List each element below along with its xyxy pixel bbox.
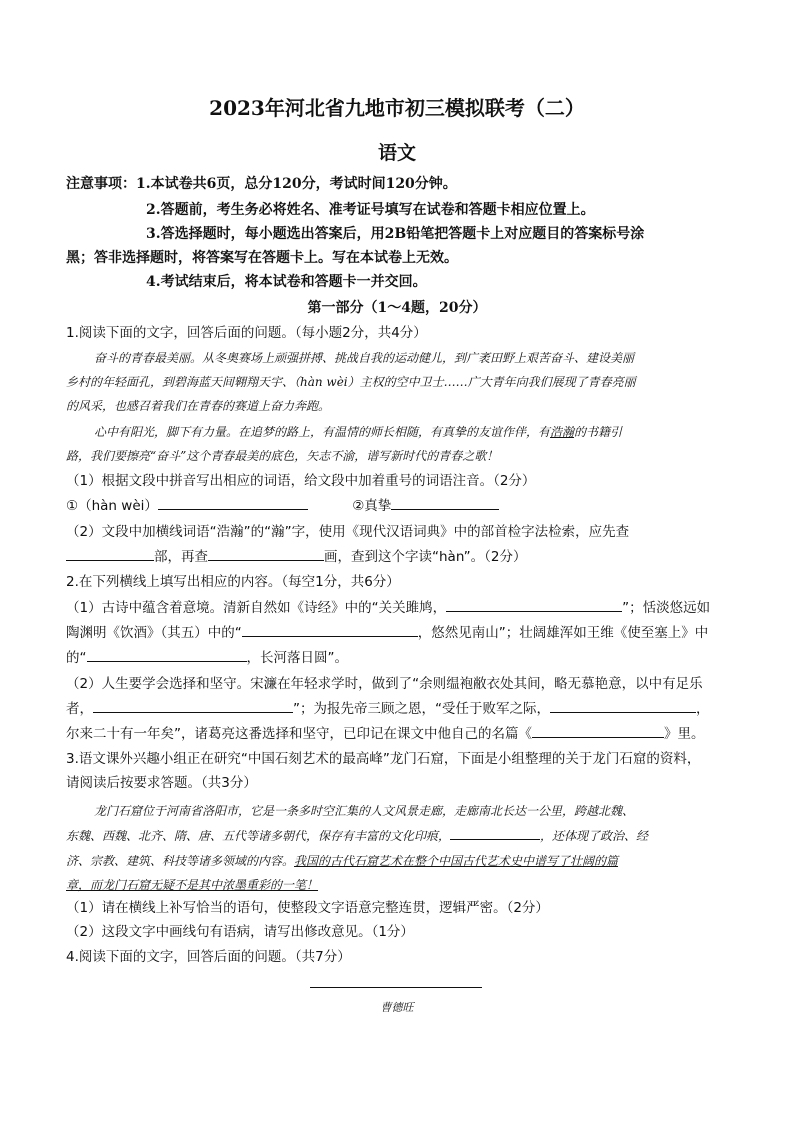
- notice-item-3a: 3.答选择题时，每小题选出答案后，用2B铅笔把答题卡上对应题目的答案标号涂: [146, 226, 645, 242]
- q2-text: 》里。: [664, 726, 705, 742]
- q3-stem: 3.语文课外兴趣小组正在研究“中国石刻艺术的最高峰”龙门石窟，下面是小组整理的关于龙门石窟的资料，: [66, 751, 701, 767]
- q2-text: 陶渊明《饮酒》（其五）中的“: [66, 625, 242, 641]
- subject-title: 语文: [377, 142, 416, 164]
- q2-text: ，: [696, 701, 710, 717]
- q2-text: （1）古诗中蕴含着意境。清新自然如《诗经》中的“关关雎鸠，: [66, 600, 447, 616]
- answer-blank[interactable]: [87, 647, 247, 662]
- q2-text: 者，: [66, 701, 93, 717]
- answer-blank[interactable]: [391, 495, 499, 510]
- q2-s1-line: [66, 597, 730, 619]
- q1-sub1-b: ②真挚: [352, 498, 392, 514]
- q2-stem: 2.在下列横线上填写出相应的内容。（每空1分，共6分）: [66, 574, 400, 590]
- answer-blank[interactable]: [158, 495, 308, 510]
- part-heading: 第一部分（1～4题，20分）: [307, 300, 487, 316]
- q2-s2-line: [66, 698, 730, 720]
- q2-text: 的“: [66, 650, 87, 666]
- answer-blank[interactable]: [93, 698, 293, 713]
- q1-sub1-a: ①（hàn wèi）: [66, 498, 158, 514]
- q1-passage-line: [94, 420, 730, 444]
- q3-passage-line: [66, 849, 730, 873]
- answer-blank[interactable]: [242, 622, 418, 637]
- q3-passage-line: [66, 824, 730, 848]
- q2-s1-line: [66, 622, 730, 644]
- answer-blank[interactable]: [208, 546, 324, 561]
- answer-blank[interactable]: [450, 827, 540, 840]
- q3-passage-line: 龙门石窟位于河南省洛阳市，它是一条多时空汇集的人文风景走廊，走廊南北长达一公里，跨越北魏、: [94, 804, 635, 818]
- passage-title-blank: [310, 987, 482, 988]
- q2-s2-line: [66, 723, 730, 745]
- answer-blank[interactable]: [446, 597, 622, 612]
- q1-sub1-answers: [66, 495, 730, 517]
- answer-blank[interactable]: [532, 723, 664, 738]
- passage-text: ，还体现了政治、经: [540, 829, 649, 843]
- q1-stem: 1.阅读下面的文字，回答后面的问题。（每小题2分，共4分）: [66, 325, 427, 341]
- q1-sub2: （2）文段中加横线词语“浩瀚”的“瀚”字，使用《现代汉语词典》中的部首检字法检索，应先查: [66, 524, 630, 540]
- notice-item-3b: 黑；答非选择题时，将答案写在答题卡上。写在本试卷上无效。: [66, 250, 458, 266]
- q1-passage-line: 路，我们要擦亮“奋斗”这个青春最美的底色，矢志不渝，谱写新时代的青春之歌！: [66, 449, 499, 463]
- q1-passage-line: 乡村的年轻面孔，到碧海蓝天间翱翔天宇、（hàn wèi）主权的空中卫士……广大青年向我们展现了青春亮丽: [66, 375, 636, 389]
- q1-passage-line: 奋斗的青春最美丽。从冬奥赛场上顽强拼搏、挑战自我的运动健儿，到广袤田野上艰苦奋斗、建设美丽: [94, 351, 635, 365]
- q1-passage-line: 的风采，也感召着我们在青春的赛道上奋力奔跑。: [66, 399, 331, 413]
- q2-text: ”；恬淡悠远如: [622, 600, 711, 616]
- q4-stem: 4.阅读下面的文字，回答后面的问题。（共7分）: [66, 949, 351, 965]
- passage-author: 曹德旺: [380, 1001, 414, 1014]
- q2-text: 尔来二十有一年矣”，诸葛亮这番选择和坚守，已印记在课文中他自己的名篇《: [66, 726, 532, 742]
- q3-passage-line: [66, 873, 730, 897]
- passage-text: 济、宗教、建筑、科技等诸多领域的内容。: [66, 854, 295, 868]
- q1-sub2-cont: [66, 546, 730, 568]
- passage-text: 的书籍引: [574, 425, 623, 439]
- underlined-sentence: 章，而龙门石窟无疑不是其中浓墨重彩的一笔！: [66, 878, 319, 892]
- passage-text: 心中有阳光，脚下有力量。在追梦的路上，有温情的师长相随，有真挚的友谊作伴，有: [94, 425, 551, 439]
- q3-sub1: （1）请在横线上补写恰当的语句，使整段文字语意完整连贯，逻辑严密。（2分）: [66, 900, 549, 916]
- notice-item-1: 注意事项：1.本试卷共6页，总分120分，考试时间120分钟。: [66, 176, 457, 192]
- answer-blank[interactable]: [550, 698, 696, 713]
- exam-title: 2023年河北省九地市初三模拟联考（二）: [209, 96, 585, 120]
- passage-text: 东魏、西魏、北齐、隋、唐、五代等诸多朝代，保存有丰富的文化印痕，: [66, 829, 451, 843]
- q3-stem: 请阅读后按要求答题。（共3分）: [66, 775, 257, 791]
- q1-sub1: （1）根据文段中拼音写出相应的词语，给文段中加着重号的词语注音。（2分）: [66, 473, 536, 489]
- q1-sub2-text: 部，再查: [154, 549, 208, 565]
- notice-item-4: 4.考试结束后，将本试卷和答题卡一并交回。: [146, 274, 427, 290]
- underlined-word: 浩瀚: [550, 425, 575, 439]
- q2-s1-line: [66, 647, 730, 669]
- q2-text: ，长河落日圆”。: [246, 650, 348, 666]
- q3-sub2: （2）这段文字中画线句有语病，请写出修改意见。（1分）: [66, 924, 414, 940]
- q2-s2-line: （2）人生要学会选择和坚守。宋濂在年轻求学时，做到了“余则缊袍敝衣处其间，略无慕艳意，以中有足乐: [66, 676, 703, 692]
- q2-text: ，悠然见南山”；壮阔雄浑如王维《使至塞上》中: [417, 625, 709, 641]
- q2-text: ”；为报先帝三顾之恩，“受任于败军之际，: [293, 701, 550, 717]
- notice-item-2: 2.答题前，考生务必将姓名、准考证号填写在试卷和答题卡相应位置上。: [146, 202, 595, 218]
- q1-sub2-text: 画，查到这个字读“hàn”。（2分）: [324, 549, 527, 565]
- underlined-sentence: 我国的古代石窟艺术在整个中国古代艺术史中谱写了壮阔的篇: [294, 854, 619, 868]
- answer-blank[interactable]: [66, 546, 154, 561]
